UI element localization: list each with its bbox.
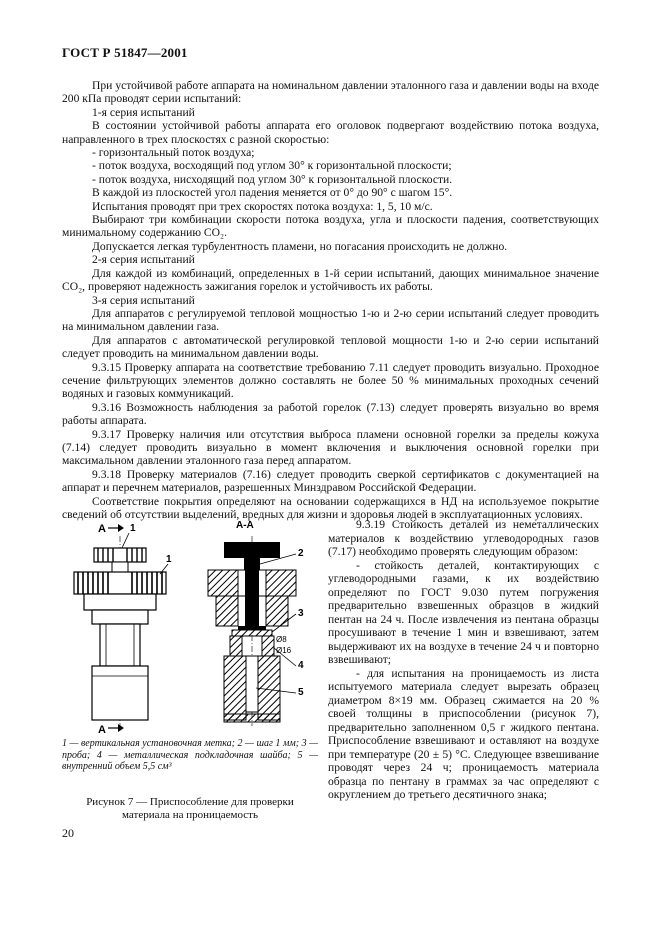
paragraph: 9.3.19 Стойкость деталей из неметаллических материалов к воздействию углеводородных газов (7.17) необходимо проверять следующим образом: bbox=[328, 518, 599, 558]
paragraph: Для аппаратов с регулируемой тепловой мощностью 1-ю и 2-ю серии испытаний следует проводить на минимальном давлении газа. bbox=[62, 306, 599, 334]
figure-title: Рисунок 7 — Приспособление для проверки материала на проницаемость bbox=[86, 796, 294, 821]
page-number: 20 bbox=[62, 826, 74, 840]
paragraph: - горизонтальный поток воздуха; bbox=[92, 146, 255, 160]
paragraph: - поток воздуха, нисходящий под углом 30° к горизонтальной плоскости. bbox=[92, 172, 453, 186]
paragraph: В каждой из плоскостей угол падения меняется от 0° до 90° с шагом 15°. bbox=[92, 186, 453, 200]
paragraph: Выбирают три комбинации скорости потока воздуха, угла и плоскости падения, соответствующих минимальному содержанию CO₂. bbox=[62, 213, 599, 240]
paragraph: 1-я серия испытаний bbox=[92, 105, 195, 119]
paragraph: 2-я серия испытаний bbox=[92, 253, 195, 267]
main-text bbox=[62, 79, 599, 521]
figure-7-drawing bbox=[62, 518, 318, 738]
apparatus-drawing bbox=[62, 518, 318, 733]
label-1b: 1 bbox=[166, 554, 172, 565]
section-mark-bottom: А bbox=[98, 724, 106, 733]
paragraph: Испытания проводят при трех скоростях потока воздуха: 1, 5, 10 м/с. bbox=[92, 199, 433, 213]
section-mark-top: А bbox=[98, 523, 106, 535]
section-title: А-А bbox=[236, 520, 254, 531]
paragraph: 9.3.16 Возможность наблюдения за работой горелок (7.13) следует проверять визуально во время работы аппарата. bbox=[62, 400, 599, 428]
label-1a: 1 bbox=[130, 523, 136, 534]
label-3: 3 bbox=[298, 608, 304, 619]
paragraph: В состоянии устойчивой работы аппарата его оголовок подвергают воздействию потока воздуха, направленного в трех плоскостях с разной скоростью: bbox=[62, 119, 599, 146]
paragraph: Для каждой из комбинаций, определенных в 1-й серии испытаний, дающих минимальное значение CO₂, проверяют надежность зажигания горелок и устойчивость их работы. bbox=[62, 266, 599, 294]
paragraph: 9.3.15 Проверку аппарата на соответствие требованию 7.11 следует проводить визуально. Проходное сечение фильтрующих элементов должно составлять не более 50 % минимальных проходных сечений водяных и газовых коммуникаций. bbox=[62, 360, 599, 401]
paragraph: При устойчивой работе аппарата на номинальном давлении эталонного газа и давлении воды на входе 200 кПа проводят серии испытаний: bbox=[62, 79, 599, 106]
dim-d8: Ø8 bbox=[276, 635, 287, 644]
paragraph: - поток воздуха, восходящий под углом 30° к горизонтальной плоскости; bbox=[92, 159, 452, 173]
figure-caption: 1 — вертикальная установочная метка; 2 — шаг 1 мм; 3 — проба; 4 — металлическая подкладочная шайба; 5 — внутренний объем 5,5 см³ bbox=[62, 738, 318, 773]
paragraph: Допускается легкая турбулентность пламени, но погасания происходить не должно. bbox=[92, 239, 508, 253]
paragraph: - стойкость деталей, контактирующих с углеводородными газами, к их воздействию определяют по ГОСТ 9.030 путем погружения предварительно взвешенных образцов в жидкий пентан на 24 ч. После извлечения из пентана образцы просушивают в течение 1 мин и взвешивают, затем выдерживают их на воздухе в течение 24 ч и повторно взвешивают; bbox=[328, 558, 599, 666]
document-header: ГОСТ Р 51847—2001 bbox=[62, 45, 188, 60]
dim-d16: Ø16 bbox=[276, 646, 292, 655]
paragraph: 3-я серия испытаний bbox=[92, 293, 195, 307]
paragraph: 9.3.17 Проверку наличия или отсутствия выброса пламени основной горелки за пределы кожуха (7.14) следует проводить визуально в момент включения и выключения основной горелки при максимальном давлении эталонного газа перед аппаратом. bbox=[62, 427, 599, 468]
label-2: 2 bbox=[298, 548, 304, 559]
paragraph: Для аппаратов с автоматической регулировкой тепловой мощности 1-ю и 2-ю серии испытаний следует проводить на минимальном давлении воды. bbox=[62, 333, 599, 361]
right-column-text bbox=[328, 518, 599, 802]
paragraph: Соответствие покрытия определяют на основании содержащихся в НД на используемое покрытие сведений об отсутствии выделений, вредных для жизни и здоровья людей в эксплуатационных условиях. bbox=[62, 494, 599, 521]
label-5: 5 bbox=[298, 687, 304, 698]
paragraph: - для испытания на проницаемость из листа испытуемого материала следует вырезать образец диаметром 8×19 мм. Образец сжимается на 20 % своей толщины в приспособлении (рисунок 7), предварительно заполненном 0,5 г жидкого пентана. Приспособление взвешивают и оставляют на воздухе при температуре (20 ± 5) °С. Следующее взвешивание проводят через 24 ч; проницаемость материала образца по пентану в граммах за час определяют с округлением до третьего десятичного знака; bbox=[328, 666, 599, 801]
label-4: 4 bbox=[298, 660, 304, 671]
paragraph: 9.3.18 Проверку материалов (7.16) следует проводить сверкой сертификатов с документацией на аппарат и перечнем материалов, разрешенных Минздравом Российской Федерации. bbox=[62, 467, 599, 495]
